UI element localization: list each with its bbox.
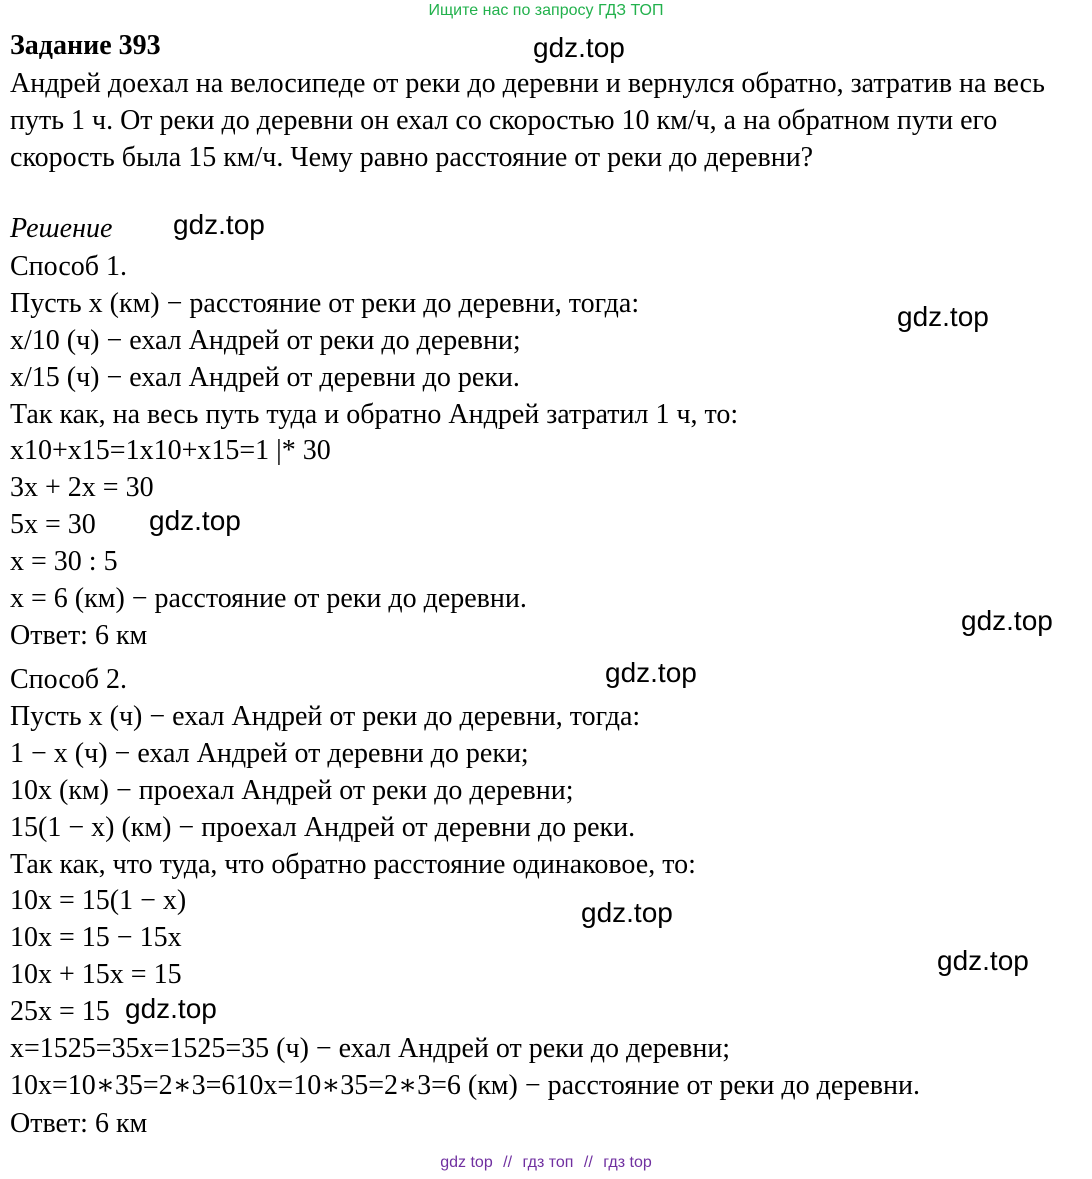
watermark: gdz.top	[125, 993, 217, 1024]
footer	[0, 1154, 1092, 1172]
method2-line: 15(1 − x) (км) − проехал Андрей от деревни до реки.	[10, 812, 636, 843]
method1-heading: Способ 1.	[10, 251, 128, 282]
solution-heading: Решение	[10, 213, 113, 244]
method2-line: Так как, что туда, что обратно расстояние одинаковое, то:	[10, 849, 696, 880]
method1-line: x10+x15=1x10+x15=1 |* 30	[10, 435, 331, 466]
method2-answer: Ответ: 6 км	[10, 1108, 148, 1139]
watermark: gdz.top	[937, 945, 1029, 976]
method2-heading: Способ 2.	[10, 664, 128, 695]
method2-line: 10x = 15(1 − x)	[10, 885, 187, 916]
watermark: gdz.top	[581, 897, 673, 928]
footer-separator: //	[503, 1154, 513, 1171]
method1-line: x = 6 (км) − расстояние от реки до деревни.	[10, 583, 527, 614]
method1-line: x = 30 : 5	[10, 546, 118, 577]
watermark: gdz.top	[149, 505, 241, 536]
method2-line: 10x=10∗35=2∗3=610x=10∗35=2∗3=6 (км) − расстояние от реки до деревни.	[10, 1070, 920, 1101]
method1-line: 3x + 2x = 30	[10, 472, 154, 503]
top-banner: Ищите нас по запросу ГДЗ ТОП	[428, 2, 664, 19]
method2-line: Пусть x (ч) − ехал Андрей от реки до деревни, тогда:	[10, 701, 641, 732]
footer-link[interactable]: gdz top	[440, 1154, 493, 1171]
watermark: gdz.top	[173, 209, 265, 240]
watermark: gdz.top	[961, 605, 1053, 636]
watermark: gdz.top	[897, 301, 989, 332]
method2-line: 10x = 15 − 15x	[10, 922, 182, 953]
problem-statement: Андрей доехал на велосипеде от реки до деревни и вернулся обратно, затратив на весь путь 1 ч. От реки до деревни он ехал со скоростью 10 км/ч, а на обратном пути его скорость была 15 км/ч. Чему равно расстояние от реки до деревни?	[10, 68, 1045, 173]
footer-link[interactable]: гдз топ	[522, 1154, 574, 1171]
method2-line: 10x + 15x = 15	[10, 959, 182, 990]
watermark: gdz.top	[533, 32, 625, 63]
method1-line: Так как, на весь путь туда и обратно Андрей затратил 1 ч, то:	[10, 399, 739, 430]
footer-separator: //	[583, 1154, 593, 1171]
method1-line: 5x = 30	[10, 509, 96, 540]
method2-line: 25x = 15	[10, 996, 110, 1027]
method1-answer: Ответ: 6 км	[10, 620, 148, 651]
method2-line: x=1525=35x=1525=35 (ч) − ехал Андрей от реки до деревни;	[10, 1033, 731, 1064]
method1-line: x/10 (ч) − ехал Андрей от реки до деревни;	[10, 325, 521, 356]
method1-line: x/15 (ч) − ехал Андрей от деревни до реки.	[10, 362, 520, 393]
footer-link[interactable]: гдз top	[603, 1154, 652, 1171]
method2-line: 1 − x (ч) − ехал Андрей от деревни до реки;	[10, 738, 529, 769]
watermark: gdz.top	[605, 657, 697, 688]
task-title: Задание 393	[10, 30, 161, 61]
method2-line: 10x (км) − проехал Андрей от реки до деревни;	[10, 775, 574, 806]
method1-line: Пусть x (км) − расстояние от реки до деревни, тогда:	[10, 288, 640, 319]
